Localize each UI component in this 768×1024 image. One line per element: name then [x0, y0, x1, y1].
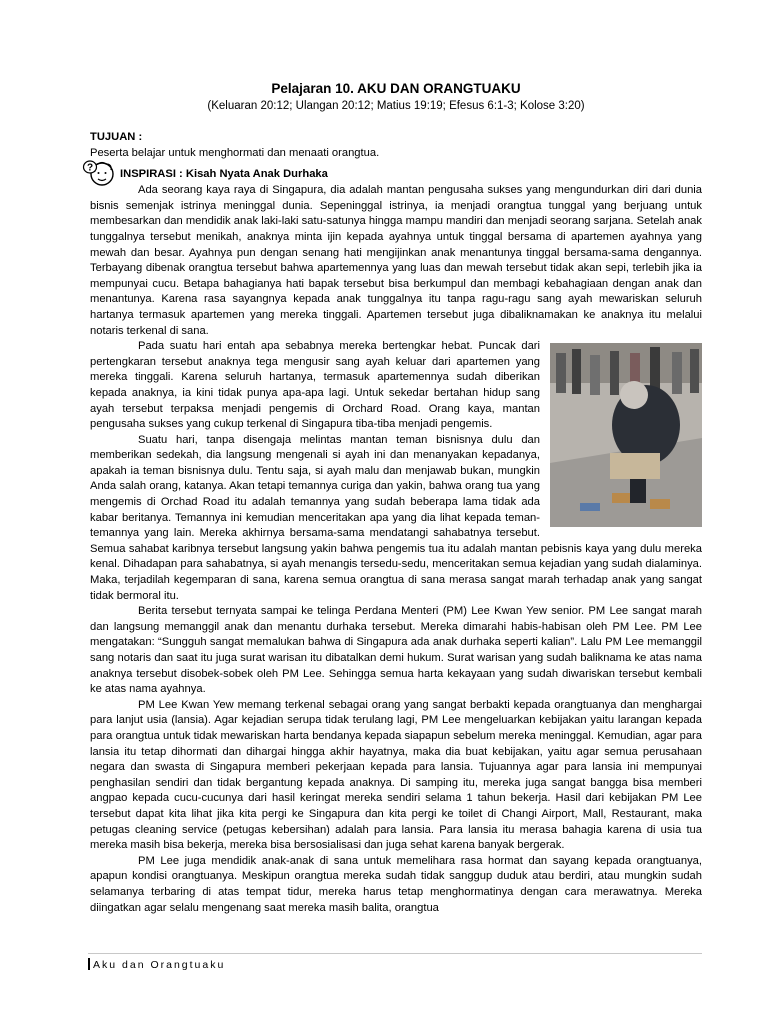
tujuan-heading: TUJUAN : [90, 131, 143, 143]
footer-divider [88, 953, 702, 954]
inspirasi-heading-row [86, 162, 702, 183]
page-footer [88, 958, 225, 971]
paragraph-4: Berita tersebut ternyata sampai ke telinga Perdana Menteri (PM) Lee Kwan Yew senior. PM Lee sangat marah dan langsung memanggil anak dan menantu durhaka tersebut. Mereka dimarahi habis-habisan oleh PM Lee. PM Lee mengatakan: “Sungguh sangat memalukan bahwa di Singapura ada anak durhaka seperti kalian”. Lalu PM Lee memanggil sang notaris dan saat itu juga surat warisan itu dibatalkan demi hukum. Surat warisan yang sudah baliknama ke atas nama anaknya tersebut disobek-sobek oleh PM Lee. Sehingga semua harta kekayaan yang sudah diwariskan tersebut kembali ke atas nama ayahnya. [90, 605, 702, 696]
question-mark-head-icon [82, 159, 118, 187]
footer-bar [88, 958, 90, 970]
tujuan-text: Peserta belajar untuk menghormati dan menaati orangtua. [90, 146, 380, 159]
paragraph-1: Ada seorang kaya raya di Singapura, dia adalah mantan pengusaha sukses yang mengundurkan diri dari dunia bisnis semenjak istrinya meninggal dunia. Sepeninggal istrinya, ia menjadi orangtua tunggal yang berjuang untuk membesarkan dan mendidik anak laki-laki satu-satunya hingga mampu mandiri dan menjadi seorang sarjana. Setelah anak tunggalnya tersebut menikah, anaknya minta ijin kepada ayahnya untuk tinggal bersama di apartemen ayahnya yang mewah dan besar. Ayahnya pun dengan senang hati mengijinkan anak menantunya tinggal bersama-sama dengannya. Terbayang dibenak orangtua tersebut bahwa apartemennya yang luas dan mewah tersebut tidak akan sepi, terlebih jika ia mempunyai cucu. Betapa bahagianya hati bapak tersebut bisa berkumpul dan membagi kebahagiaan dengan anak dan menantunya. Karena rasa sayangnya kepada anak tunggalnya itu tanpa ragu-ragu sang ayah mewariskan seluruh hartanya termasuk apartemen yang mereka tinggali. Apartemen tersebut juga dibaliknamakan ke anaknya itu melalui notaris terkenal di sana. [90, 184, 702, 337]
paragraph-5: PM Lee Kwan Yew memang terkenal sebagai orang yang sangat berbakti kepada orangtuanya dan menghargai para lanjut usia (lansia). Agar kejadian serupa tidak terulang lagi, PM Lee mengeluarkan kebijakan yaitu larangan kepada para orangtua untuk tidak mewariskan harta bendanya kepada siapapun sebelum mereka meninggal. Kemudian, agar para lansia itu tetap dihormati dan dihargai hingga akhir hayatnya, maka dia buat kebijakan, yaitu agar semua perusahaan negara dan swasta di Singapura memberi pekerjaan kepada para lansia. Tujuannya agar para lansia ini mempunyai penghasilan sendiri dan tidak bergantung kepada anaknya. Di samping itu, mereka juga sangat bangga bisa memberi angpao kepada cucu-cucunya dari hasil keringat mereka sendiri selama 1 tahun bekerja. Hasil dari kebijakan PM Lee tersebut dapat kita lihat jika kita pergi ke Singapura dan kita pergi ke toilet di Changi Airport, Mall, Restaurant, maka petugas cleaning service (petugas kebersihan) adalah para lansia. Para lansia itu merasa bahagia karena di usia tua mereka masih bisa bekerja, mereka bisa bersosialisasi dan juga sehat karena banyak bergerak. [90, 698, 702, 852]
paragraph-3: Suatu hari, tanpa disengaja melintas mantan teman bisnisnya dulu dan memberikan sedekah, dia langsung mengenali si ayah ini dan menanyakan kepadanya, apakah ia teman bisnisnya dulu. Tentu saja, si ayah malu dan menjawab bukan, mungkin Anda salah orang, katanya. Akan tetapi temannya curiga dan yakin, bahwa orang tua yang mengemis di Orchad Road itu adalah temannya yang sudah beberapa lama tidak ada kabar beritanya. Temannya ini kemudian menceritakan apa yang dia lihat kepada teman-temannya yang lain. Mereka akhirnya bersama-sama mendatangi sahabatnya tersebut. Semua sahabat karibnya tersebut langsung yakin bahwa pengemis tua itu adalah mantan pebisnis kaya yang dulu mereka kenal. Dihadapan para sahabatnya, si ayah menangis tersedu-sedu, menceritakan semua kejadian yang sudah dialaminya. Maka, terjadilah kegemparan di sana, karena semua orangtua di sana merasa sangat marah terhadap anak yang sangat tidak bermoral itu. [90, 433, 702, 602]
page-content [86, 80, 702, 916]
lesson-title: Pelajaran 10. AKU DAN ORANGTUAKU [271, 81, 521, 96]
footer-text: Aku dan Orangtuaku [93, 959, 226, 971]
inspirasi-heading: INSPIRASI : Kisah Nyata Anak Durhaka [120, 168, 328, 181]
paragraph-6: PM Lee juga mendidik anak-anak di sana untuk memelihara rasa hormat dan sayang kepada orangtuanya, apapun kondisi orangtuanya. Meskipun orangtua mereka sudah tidak sanggup duduk atau berdiri, atau mungkin sudah selamanya terbaring di atas tempat tidur, mereka harus tetap menghormatinya dengan cara merawatnya. Mereka diingatkan agar selalu mengenang saat mereka masih balita, orangtua [90, 854, 702, 914]
svg-text:?: ? [86, 162, 94, 174]
paragraph-2: Pada suatu hari entah apa sebabnya mereka bertengkar hebat. Puncak dari pertengkaran tersebut anaknya tega mengusir sang ayah keluar dari apartemen yang mereka tinggali. Karena seluruh hartanya, termasuk apartemennya sudah diberikan kepada anaknya, ia kini tidak punya apa-apa lagi. Untuk sekedar bertahan hidup sang ayah tersebut terpaksa menjadi pengemis di Orchard Road. Orang kaya, mantan pengusaha sukses yang cukup terkenal di Singapura tiba-tiba menjadi pengemis. [90, 340, 540, 431]
bible-references: (Keluaran 20:12; Ulangan 20:12; Matius 19:19; Efesus 6:1-3; Kolose 3:20) [207, 100, 585, 112]
beggar-photo [550, 343, 702, 527]
